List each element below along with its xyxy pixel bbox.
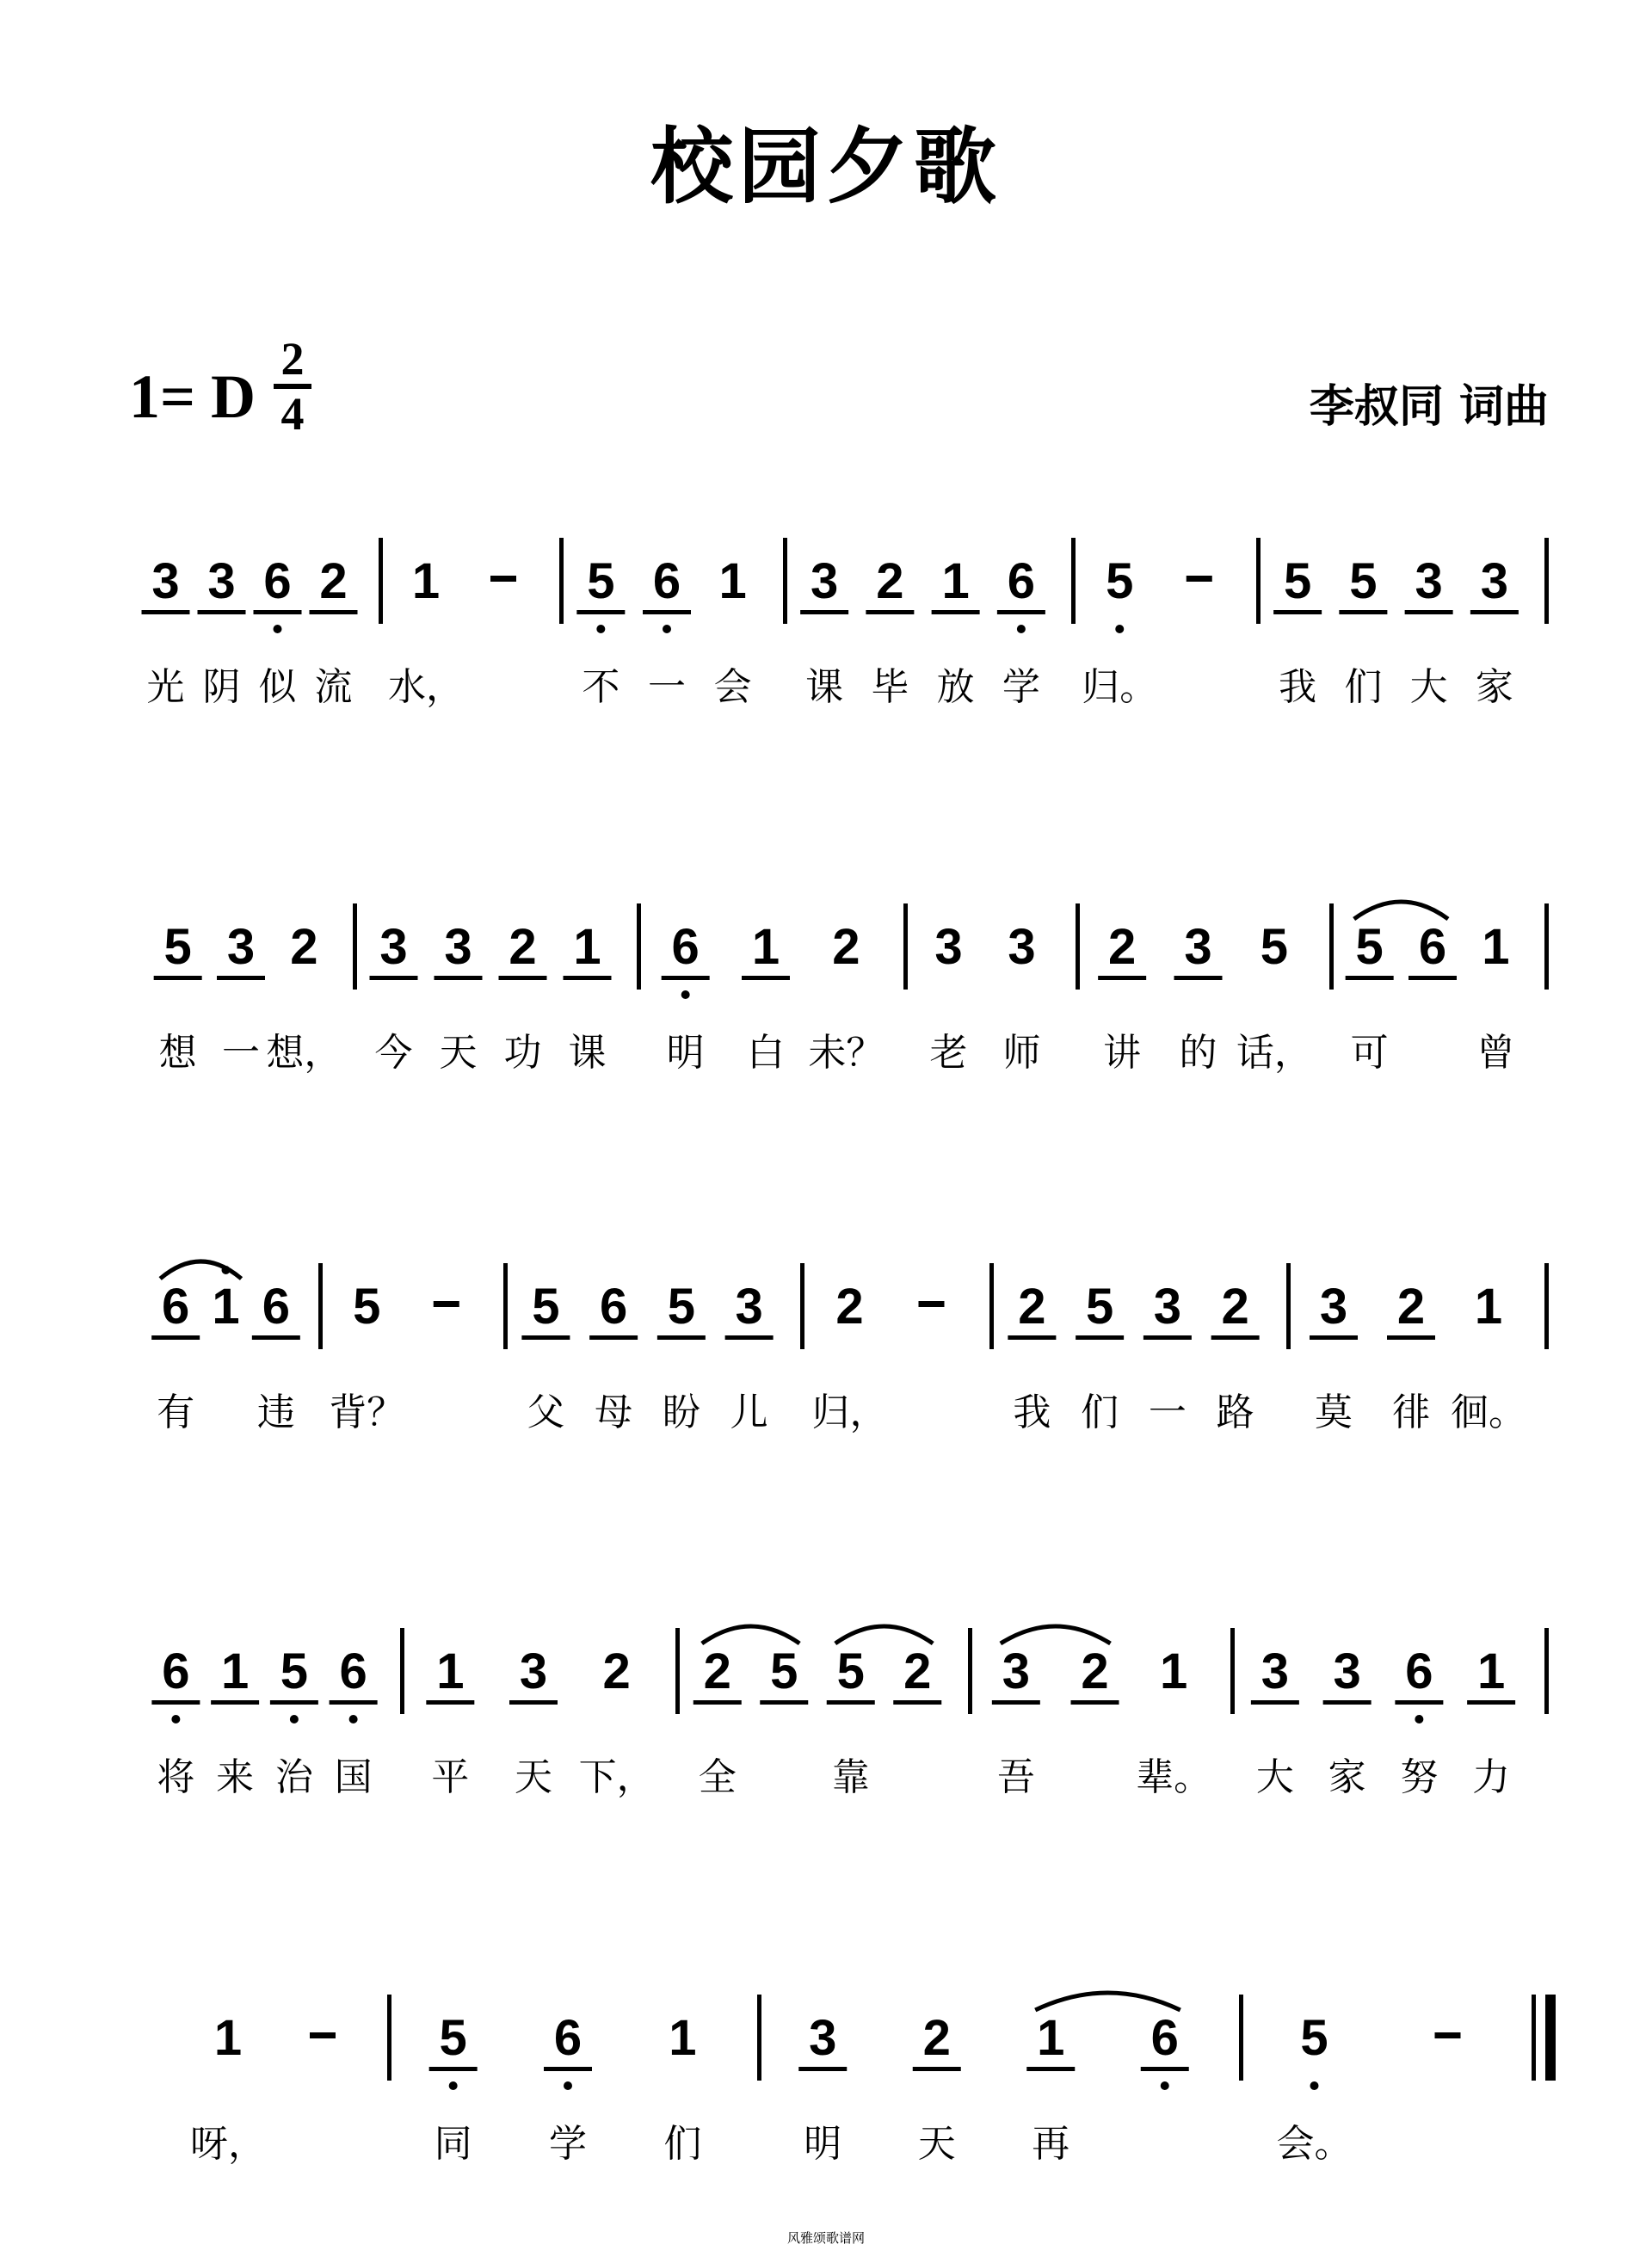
underline-beam bbox=[1409, 976, 1457, 980]
underline-beam bbox=[1395, 1700, 1443, 1705]
lyric-char: 家 bbox=[1328, 1755, 1366, 1799]
underline-beam bbox=[1387, 1335, 1435, 1340]
note-3: 3 bbox=[735, 1279, 763, 1335]
lyric-char: 国 bbox=[334, 1755, 373, 1799]
note-6: 6 bbox=[339, 1643, 367, 1699]
note-1: 1 bbox=[941, 553, 970, 609]
note-3: 3 bbox=[810, 553, 839, 609]
note-5: 5 bbox=[1349, 553, 1378, 609]
note-2: 2 bbox=[319, 553, 348, 609]
lyric-char: 天 bbox=[917, 2122, 956, 2166]
underline-beam bbox=[657, 1335, 706, 1340]
note-3: 3 bbox=[1333, 1643, 1361, 1699]
barline bbox=[800, 1263, 804, 1349]
underline-beam bbox=[1076, 1335, 1124, 1340]
underline-beam bbox=[760, 1700, 808, 1705]
underline-beam bbox=[499, 976, 547, 980]
underline-beam bbox=[217, 976, 265, 980]
lyric-char: 下， bbox=[578, 1755, 655, 1799]
slur bbox=[160, 1261, 241, 1279]
lyric-char: 课 bbox=[805, 665, 844, 709]
underline-beam bbox=[1211, 1335, 1260, 1340]
underline-beam bbox=[544, 2067, 592, 2071]
octave-dot-below bbox=[1310, 2081, 1319, 2090]
note-1: 1 bbox=[1160, 1643, 1188, 1699]
lyric-char: 讲 bbox=[1103, 1031, 1142, 1075]
lyric-char: 话， bbox=[1236, 1031, 1312, 1075]
lyric-char: 莫 bbox=[1315, 1390, 1353, 1434]
slur bbox=[1354, 902, 1448, 919]
underline-beam bbox=[1141, 2067, 1189, 2071]
underline-beam bbox=[429, 2067, 478, 2071]
lyric-char: 师 bbox=[1002, 1031, 1041, 1075]
lyric-char: 水， bbox=[388, 665, 464, 709]
underline-beam bbox=[1339, 610, 1387, 614]
note-2: 2 bbox=[703, 1643, 731, 1699]
note-2: 2 bbox=[509, 919, 537, 975]
lyric-char: 似 bbox=[258, 665, 297, 709]
barline bbox=[503, 1263, 508, 1349]
underline-beam bbox=[426, 1700, 474, 1705]
barline bbox=[1071, 538, 1076, 624]
note-6: 6 bbox=[1150, 2010, 1179, 2066]
note-1: 1 bbox=[411, 553, 441, 609]
lyric-char: 大 bbox=[1409, 665, 1448, 709]
note-2: 2 bbox=[290, 919, 318, 975]
note-6: 6 bbox=[1418, 919, 1447, 975]
note-5: 5 bbox=[1085, 1279, 1114, 1335]
underline-beam bbox=[151, 1700, 200, 1705]
lyric-char: 同 bbox=[434, 2122, 472, 2166]
underline-beam bbox=[198, 610, 246, 614]
lyric-char: 家 bbox=[1475, 665, 1513, 709]
barline bbox=[1544, 1628, 1549, 1714]
note-6: 6 bbox=[1007, 553, 1036, 609]
note-3: 3 bbox=[1480, 553, 1509, 609]
note-6: 6 bbox=[262, 1279, 290, 1335]
note-6: 6 bbox=[263, 553, 292, 609]
octave-dot-below bbox=[1115, 625, 1124, 633]
note-3: 3 bbox=[1153, 1279, 1182, 1335]
note-6: 6 bbox=[652, 553, 681, 609]
barline bbox=[353, 903, 357, 990]
lyric-char: 将 bbox=[157, 1755, 195, 1799]
lyric-char: 学 bbox=[549, 2122, 587, 2166]
barline bbox=[1076, 903, 1080, 990]
note-2: 2 bbox=[1108, 919, 1137, 975]
note-5: 5 bbox=[1355, 919, 1384, 975]
slur bbox=[1035, 1993, 1180, 2010]
note-1: 1 bbox=[1474, 1279, 1503, 1335]
barline bbox=[675, 1628, 680, 1714]
lyric-char: 盼 bbox=[662, 1390, 700, 1434]
note-3: 3 bbox=[207, 553, 236, 609]
lyric-char: 阴 bbox=[202, 665, 241, 709]
lyric-char: 来 bbox=[216, 1755, 255, 1799]
lyric-char: 们 bbox=[1081, 1390, 1119, 1434]
note-3: 3 bbox=[1415, 553, 1443, 609]
note-2: 2 bbox=[832, 919, 860, 975]
lyric-char: 违 bbox=[256, 1390, 295, 1434]
lyric-char: 一 bbox=[1148, 1390, 1187, 1434]
note-6: 6 bbox=[599, 1279, 628, 1335]
lyric-char: 大 bbox=[1255, 1755, 1294, 1799]
lyric-char: 老 bbox=[929, 1031, 968, 1075]
barline bbox=[559, 538, 564, 624]
note-5: 5 bbox=[667, 1279, 696, 1335]
underline-beam bbox=[1323, 1700, 1372, 1705]
lyric-char: 呀， bbox=[190, 2122, 266, 2166]
lyric-char: 靠 bbox=[831, 1755, 870, 1799]
lyric-char: 天 bbox=[439, 1031, 478, 1075]
note-5: 5 bbox=[439, 2010, 467, 2066]
barline bbox=[400, 1628, 404, 1714]
lyric-char: 光 bbox=[146, 665, 185, 709]
note-2: 2 bbox=[922, 2010, 951, 2066]
note-3: 3 bbox=[151, 553, 180, 609]
lyric-char: 课 bbox=[568, 1031, 607, 1075]
note-3: 3 bbox=[226, 919, 256, 975]
octave-dot-below bbox=[681, 990, 690, 999]
note-3: 3 bbox=[1319, 1279, 1348, 1335]
note-6: 6 bbox=[671, 919, 700, 975]
lyric-char: 功 bbox=[503, 1031, 542, 1075]
underline-beam bbox=[252, 1335, 300, 1340]
underline-beam bbox=[1467, 1700, 1515, 1705]
note-1: 1 bbox=[669, 2010, 697, 2066]
note-5: 5 bbox=[353, 1279, 381, 1335]
barline bbox=[637, 903, 641, 990]
lyric-char: 有 bbox=[157, 1390, 195, 1434]
slur bbox=[1001, 1626, 1111, 1643]
note-3: 3 bbox=[1008, 919, 1036, 975]
note-3: 3 bbox=[1184, 919, 1212, 975]
lyric-char: 学 bbox=[1002, 665, 1040, 709]
lyric-char: 努 bbox=[1400, 1755, 1439, 1799]
slur bbox=[835, 1626, 934, 1643]
lyric-char: 我 bbox=[1013, 1390, 1051, 1434]
underline-beam bbox=[1026, 2067, 1075, 2071]
octave-dot-below bbox=[171, 1715, 180, 1723]
note-2: 2 bbox=[1221, 1279, 1249, 1335]
note-1: 1 bbox=[718, 553, 747, 609]
octave-dot-below bbox=[596, 625, 605, 633]
underline-beam bbox=[435, 976, 483, 980]
note-5: 5 bbox=[280, 1643, 309, 1699]
underline-beam bbox=[254, 610, 302, 614]
octave-dot-below bbox=[449, 2081, 458, 2090]
underline-beam bbox=[1251, 1700, 1299, 1705]
note-3: 3 bbox=[934, 919, 963, 975]
barline bbox=[1230, 1628, 1235, 1714]
lyric-char: 会 bbox=[713, 665, 752, 709]
note-2: 2 bbox=[835, 1279, 864, 1335]
lyric-char: 明 bbox=[666, 1031, 705, 1075]
barline bbox=[379, 538, 383, 624]
lyric-char: 天 bbox=[515, 1755, 552, 1799]
lyric-char: 一 bbox=[648, 665, 686, 709]
barline bbox=[1544, 538, 1549, 624]
underline-beam bbox=[1346, 976, 1394, 980]
underline-beam bbox=[142, 610, 190, 614]
note-3: 3 bbox=[1002, 1643, 1030, 1699]
song-title: 校园夕歌 bbox=[650, 119, 1002, 215]
underline-beam bbox=[997, 610, 1045, 614]
barline bbox=[968, 1628, 972, 1714]
octave-dot-below bbox=[663, 625, 671, 633]
lyric-char: 辈。 bbox=[1136, 1755, 1212, 1799]
lyric-char: 不 bbox=[582, 665, 620, 709]
note-1: 1 bbox=[573, 919, 601, 975]
key-signature: 1= D bbox=[129, 362, 256, 431]
underline-beam bbox=[913, 2067, 961, 2071]
dash-note bbox=[310, 2032, 336, 2038]
note-5: 5 bbox=[1300, 2010, 1328, 2066]
octave-dot-below bbox=[564, 2081, 572, 2090]
barline bbox=[1239, 1995, 1243, 2081]
note-5: 5 bbox=[532, 1279, 560, 1335]
note-1: 1 bbox=[1476, 1643, 1506, 1699]
underline-beam bbox=[932, 610, 980, 614]
note-3: 3 bbox=[809, 2010, 837, 2066]
note-5: 5 bbox=[1106, 553, 1134, 609]
dash-note bbox=[1435, 2032, 1461, 2038]
lyric-char: 想， bbox=[266, 1031, 342, 1075]
underline-beam bbox=[992, 1700, 1040, 1705]
lyric-char: 再 bbox=[1032, 2122, 1070, 2166]
underline-beam bbox=[1405, 610, 1453, 614]
underline-beam bbox=[693, 1700, 742, 1705]
underline-beam bbox=[564, 976, 612, 980]
barline bbox=[783, 538, 787, 624]
lyric-char: 想 bbox=[158, 1031, 197, 1075]
octave-dot-below bbox=[1017, 625, 1026, 633]
underline-beam bbox=[1174, 976, 1223, 980]
note-5: 5 bbox=[836, 1643, 865, 1699]
lyric-char: 母 bbox=[595, 1390, 633, 1434]
note-5: 5 bbox=[770, 1643, 798, 1699]
note-5: 5 bbox=[1283, 553, 1312, 609]
barline bbox=[1544, 903, 1549, 990]
lyric-char: 放 bbox=[936, 665, 975, 709]
note-2: 2 bbox=[1018, 1279, 1046, 1335]
note-6: 6 bbox=[162, 1279, 190, 1335]
underline-beam bbox=[800, 610, 848, 614]
underline-beam bbox=[742, 976, 790, 980]
lyric-char: 背？ bbox=[329, 1390, 405, 1434]
note-2: 2 bbox=[1396, 1279, 1426, 1335]
note-6: 6 bbox=[553, 2010, 583, 2066]
note-3: 3 bbox=[444, 919, 472, 975]
underline-beam bbox=[1470, 610, 1519, 614]
lyric-char: 白 bbox=[747, 1031, 785, 1075]
note-5: 5 bbox=[587, 553, 615, 609]
underline-beam bbox=[1310, 1335, 1358, 1340]
note-1: 1 bbox=[212, 1279, 240, 1335]
underline-beam bbox=[866, 610, 914, 614]
underline-beam bbox=[1098, 976, 1146, 980]
underline-beam bbox=[151, 1335, 200, 1340]
underline-beam bbox=[576, 610, 625, 614]
underline-beam bbox=[270, 1700, 318, 1705]
underline-beam bbox=[662, 976, 710, 980]
footer-watermark: 风雅颂歌谱网 bbox=[786, 2230, 865, 2246]
note-1: 1 bbox=[213, 2010, 243, 2066]
barline bbox=[757, 1995, 761, 2081]
lyric-char: 徘 bbox=[1392, 1390, 1430, 1434]
time-signature-top: 2 bbox=[280, 333, 305, 385]
lyric-char: 全 bbox=[698, 1755, 737, 1799]
barline bbox=[387, 1995, 391, 2081]
final-thin-barline bbox=[1532, 1995, 1536, 2081]
lyric-char: 归。 bbox=[1082, 665, 1158, 709]
note-5: 5 bbox=[163, 919, 192, 975]
octave-dot-below bbox=[290, 1715, 299, 1723]
lyric-char: 未？ bbox=[808, 1031, 885, 1075]
note-6: 6 bbox=[1405, 1643, 1433, 1699]
note-2: 2 bbox=[903, 1643, 932, 1699]
note-1: 1 bbox=[1482, 919, 1510, 975]
note-2: 2 bbox=[1081, 1643, 1109, 1699]
lyric-char: 吾 bbox=[996, 1755, 1035, 1799]
underline-beam bbox=[827, 1700, 875, 1705]
time-signature-bottom: 4 bbox=[280, 388, 305, 440]
dash-note bbox=[434, 1301, 459, 1307]
underline-beam bbox=[643, 610, 691, 614]
underline-beam bbox=[370, 976, 418, 980]
underline-beam bbox=[154, 976, 202, 980]
barline bbox=[1329, 903, 1334, 990]
underline-beam bbox=[1143, 1335, 1192, 1340]
lyric-char: 可 bbox=[1350, 1031, 1389, 1075]
barline bbox=[1286, 1263, 1291, 1349]
lyric-char: 父 bbox=[527, 1390, 565, 1434]
note-5: 5 bbox=[1260, 919, 1288, 975]
barline bbox=[989, 1263, 994, 1349]
lyric-char: 平 bbox=[431, 1755, 470, 1799]
underline-beam bbox=[521, 1335, 570, 1340]
lyric-char: 明 bbox=[804, 2122, 842, 2166]
octave-dot-below bbox=[349, 1715, 358, 1723]
note-1: 1 bbox=[220, 1643, 250, 1699]
barline bbox=[903, 903, 908, 990]
underline-beam bbox=[725, 1335, 774, 1340]
barline bbox=[1256, 538, 1261, 624]
underline-beam bbox=[1273, 610, 1322, 614]
underline-beam bbox=[1008, 1335, 1056, 1340]
dash-note bbox=[919, 1301, 945, 1307]
lyric-char: 归， bbox=[811, 1390, 888, 1434]
note-2: 2 bbox=[876, 553, 904, 609]
octave-dot-below bbox=[1415, 1715, 1423, 1723]
lyric-char: 一 bbox=[222, 1031, 260, 1075]
lyric-char: 今 bbox=[374, 1031, 413, 1075]
note-3: 3 bbox=[519, 1643, 548, 1699]
lyric-char: 曾 bbox=[1476, 1031, 1515, 1075]
lyric-char: 的 bbox=[1179, 1031, 1217, 1075]
underline-beam bbox=[798, 2067, 847, 2071]
lyric-char: 会。 bbox=[1276, 2122, 1353, 2166]
note-2: 2 bbox=[602, 1643, 631, 1699]
octave-dot-below bbox=[274, 625, 282, 633]
lyric-char: 们 bbox=[1344, 665, 1383, 709]
final-thick-barline bbox=[1545, 1995, 1556, 2081]
underline-beam bbox=[330, 1700, 378, 1705]
lyric-char: 们 bbox=[663, 2122, 702, 2166]
barline bbox=[1544, 1263, 1549, 1349]
lyric-char: 毕 bbox=[871, 665, 909, 709]
lyric-char: 流 bbox=[314, 665, 353, 709]
note-1: 1 bbox=[751, 919, 780, 975]
note-1: 1 bbox=[1037, 2010, 1065, 2066]
lyric-char: 路 bbox=[1216, 1390, 1254, 1434]
underline-beam bbox=[509, 1700, 558, 1705]
underline-beam bbox=[310, 610, 358, 614]
octave-dot-below bbox=[1161, 2081, 1169, 2090]
lyric-char: 力 bbox=[1472, 1755, 1511, 1799]
composer-credit: 李叔同 词曲 bbox=[1309, 381, 1549, 433]
note-3: 3 bbox=[379, 919, 408, 975]
lyric-char: 治 bbox=[274, 1755, 313, 1799]
slur bbox=[702, 1626, 800, 1643]
note-6: 6 bbox=[162, 1643, 190, 1699]
lyric-char: 徊。 bbox=[1451, 1390, 1526, 1434]
barline bbox=[318, 1263, 323, 1349]
underline-beam bbox=[589, 1335, 638, 1340]
note-3: 3 bbox=[1261, 1643, 1290, 1699]
dash-note bbox=[490, 576, 516, 582]
underline-beam bbox=[1071, 1700, 1119, 1705]
dash-note bbox=[1187, 576, 1212, 582]
lyric-char: 我 bbox=[1279, 665, 1317, 709]
note-1: 1 bbox=[436, 1643, 465, 1699]
lyric-char: 儿 bbox=[730, 1390, 768, 1434]
underline-beam bbox=[211, 1700, 259, 1705]
underline-beam bbox=[893, 1700, 941, 1705]
